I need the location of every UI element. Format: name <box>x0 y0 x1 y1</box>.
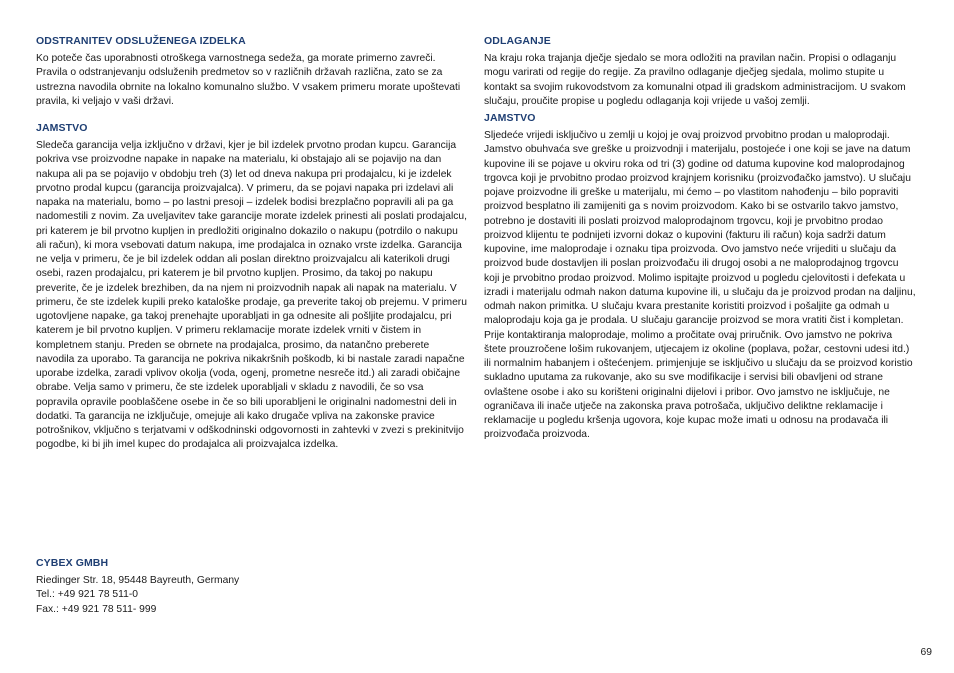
company-info <box>36 556 396 617</box>
company-name: CYBEX GMBH <box>36 557 109 569</box>
page-number: 69 <box>920 647 932 658</box>
left-column <box>36 34 468 453</box>
warranty-section-hr <box>484 111 916 443</box>
company-tel: Tel.: +49 921 78 511-0 <box>36 589 138 601</box>
warranty-section-sl <box>36 121 468 453</box>
company-fax: Fax.: +49 921 78 511- 999 <box>36 603 157 615</box>
section-text: Ko poteče čas uporabnosti otroškega varnostnega sedeža, ga morate primerno zavreči. Pravila o odstranjevanju odsluženih predmetov so v različnih državah različna, zato se za ustrezna navodila obrnite na lokalno komunalno službo. V vsakem primeru morate upoštevati pravila, ki veljajo v vaši državi. <box>36 53 461 107</box>
disposal-section-hr <box>484 34 916 109</box>
section-heading: JAMSTVO <box>484 112 536 124</box>
section-text: Sljedeće vrijedi isključivo u zemlji u kojoj je ovaj proizvod prvobitno prodan u maloprodaji. Jamstvo obuhvaća sve greške u proizvodnji i materijalu, postojeće i one koji se jave na datum kupovine ili se pojave u okviru roka od tri (3) godine od datuma kupovine kod maloprodajnog trgovca koji je prvobitno prodao proizvod krajnjem korisniku (proizvođačko jamstvo). U slučaju pojave proizvodne ili greške u materijalu, mi ćemo – po vlastitom nahođenju – bilo popraviti proizvod besplatno ili zamijeniti ga s novim proizvodom. Kako bi se ostvarilo takvo jamstvo, potrebno je dostaviti ili poslati proizvod maloprodajnom trgovcu, koji je prvobitno prodao proizvod klijentu te podnijeti izvorni dokaz o kupovini (fakturu ili račun) koja sadrži datum kupovine, ime maloprodaje i oznaku tipa proizvoda. Ovo jamstvo neće vrijediti u slučaju da proizvod bude dostavljen ili poslan proizvođaču ili drugoj osobi a ne maloprodajnog trgovcu koji je prvobitno prodao proizvod. Molimo ispitajte proizvod u pogledu cjelovitosti i defekata u izradi i materijalu odmah nakon datuma kupovine ili, u slučaju da je proizvod prodan na daljinu, odmah nakon primitka. U slučaju kvara prestanite koristiti proizvod i pošaljite ga odmah u maloprodaju koja ga je prodala. U slučaju garancije proizvod se mora vratiti čist i kompletan. Prije kontaktiranja maloprodaje, molimo a pročitate ovaj priručnik. Ovo jamstvo ne pokriva štete prouzročene lošim rukovanjem, utjecajem iz okoline (poplava, požar, cestovni udesi itd.) ili normalnim habanjem i oštećenjem. primjenjuje se isključivo u slučaju da se proizvod koristio sukladno uputama za rukovanje, ako su sve modifikacije i servisi bili obavljeni od strane ovlaštene osobe i ako su korišteni originalni dijelovi i pribor. Ovo jamstvo ne isključuje, ne ograničava ili inače utječe na zakonska prava potrošača, uključivo deliktne reklamacije i reklamacije u pogledu kršenja ugovora, koje kupac može imati u odnosu na prodavača ili proizvođača proizvoda. <box>484 130 916 441</box>
section-heading: ODSTRANITEV ODSLUŽENEGA IZDELKA <box>36 35 246 47</box>
section-text: Na kraju roka trajanja dječje sjedalo se mora odložiti na pravilan način. Propisi o odlaganju mogu varirati od regije do regije. Za pravilno odlaganje dječjeg sjedala, molimo stupite u kontakt sa svojim rukovodstvom za komunalni otpad ili gradskom administracijom. U svakom slučaju, proučite propise u pogledu odlaganja koji vrijede u vašoj zemlji. <box>484 53 906 107</box>
section-heading: ODLAGANJE <box>484 35 551 47</box>
company-address: Riedinger Str. 18, 95448 Bayreuth, Germany <box>36 575 240 586</box>
disposal-section-sl <box>36 34 468 109</box>
section-heading: JAMSTVO <box>36 122 88 134</box>
section-text: Sledeča garancija velja izključno v državi, kjer je bil izdelek prvotno prodan kupcu. Garancija pokriva vse proizvodne napake in napake na materialu, ki obstajajo ali se pojavijo na dan nakupa ali pa se pojavijo v obdobju treh (3) let od dneva nakupa pri prodajalcu, ki je izdelek prvotno prodal kupcu (garancija proizvajalca). V primeru, da se pojavi napaka pri izdelavi ali napaka na materialu, bomo – po lastni presoji – izdelek bodisi brezplačno popravili ali pa ga nadomestili z novim. Za uveljavitev take garancije morate izdelek prinesti ali poslati prodajalcu, pri katerem je bil prvotno kupljen in predložiti originalno dokazilo o nakupu (potrdilo o nakupu ali račun), ki mora vsebovati datum nakupa, ime prodajalca in oznako vrste izdelka. Garancija ne velja v primeru, če je bil izdelek oddan ali poslan direktno proizvajalcu ali katerikoli drugi osebi, razen prodajalcu, pri katerem je bil prvotno kupljen. Prosimo, da takoj po nakupu preverite, če je izdelek brezhiben, da na njem ni proizvodnih napak ali napak na materialu. V primeru, če ste izdelek kupili preko kataloške prodaje, ga preverite takoj ob prejemu. V primeru ugotovljene napake, ga takoj prenehajte uporabljati in ga odnesite ali pošljite prodajalcu, pri katerem je bil prvotno kupljen. V primeru reklamacije morate izdelek vrniti v čistem in kompletnem stanju. Preden se obrnete na prodajalca, prosimo, da natančno preberete navodila za uporabo. Ta garancija ne pokriva nikakršnih poškodb, ki bi nastale zaradi napačne uporabe izdelka, zaradi vplivov okolja (voda, ogenj, prometne nesreče itd.) ali zaradi običajne obrabe. Velja samo v primeru, če ste izdelek uporabljali v skladu z navodili, če so vsa popravila opravile pooblaščene osebe in če so bili uporabljeni le originalni nadomestni deli in dodatki. Ta garancija ne izključuje, omejuje ali kako drugače vpliva na zakonske pravice potrošnikov, vključno s terjatvami v odškodninski odgovornosti in zahtevki v zvezi s prekinitvijo pogodbe, ki bi jih imel kupec do prodajalca ali proizvajalca izdelka. <box>36 140 467 451</box>
right-column <box>484 34 916 443</box>
